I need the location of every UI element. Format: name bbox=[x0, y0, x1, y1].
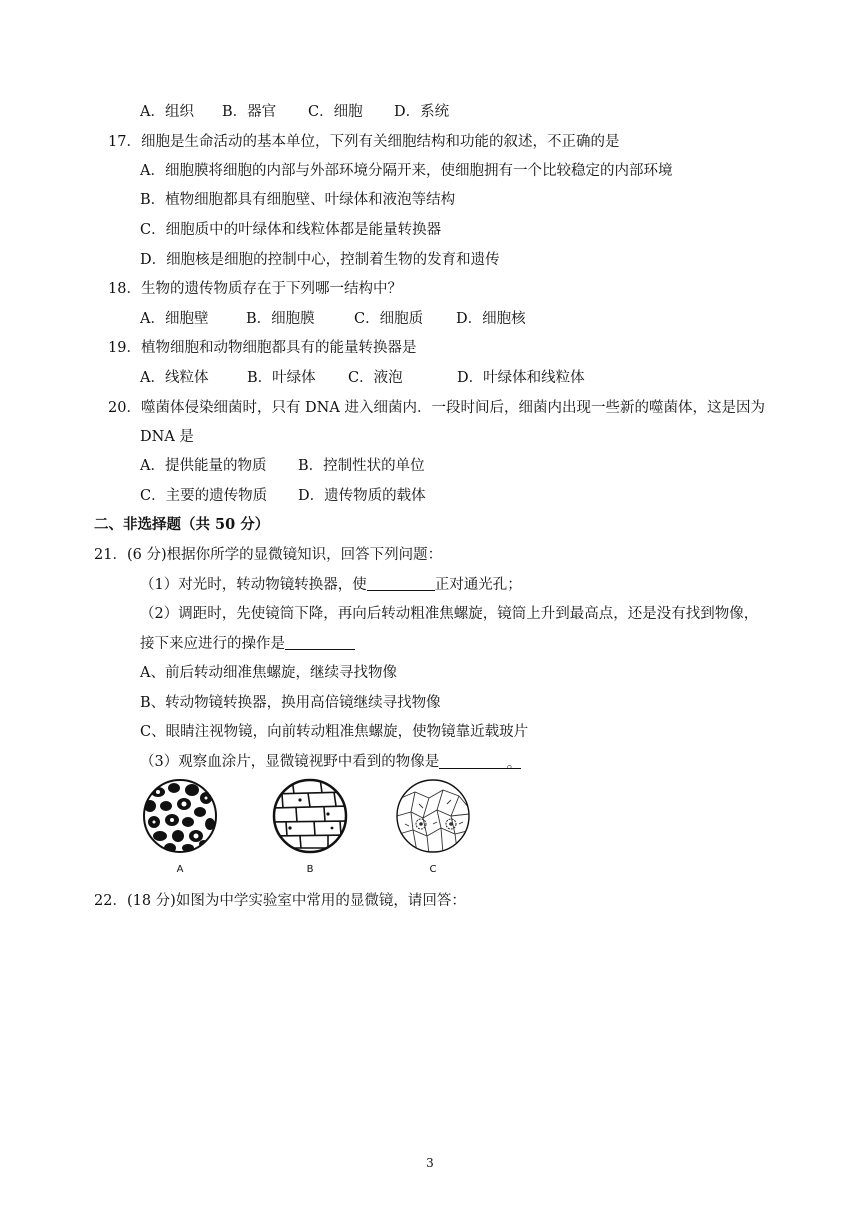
blood-cells-image bbox=[140, 778, 220, 858]
page-number: 3 bbox=[426, 1156, 434, 1170]
q17-option-a: A．细胞膜将细胞的内部与外部环境分隔开来，使细胞拥有一个比较稳定的内部环境 bbox=[140, 163, 673, 179]
q21-part1 bbox=[140, 575, 522, 595]
q16-option-d: D．系统 bbox=[394, 104, 450, 120]
section-heading: 二、非选择题（共 50 分） bbox=[94, 516, 270, 533]
q21-choice-b: B、转动物镜转换器，换用高倍镜继续寻找物像 bbox=[140, 695, 441, 711]
q18-option-b: B．细胞膜 bbox=[246, 311, 315, 327]
q20-options-row1 bbox=[140, 456, 425, 476]
q16-option-b: B．器官 bbox=[222, 104, 277, 120]
q20-stem-line2: DNA 是 bbox=[140, 429, 194, 445]
q21-part3-after: 。 bbox=[506, 756, 522, 772]
q21-part2-blank bbox=[285, 635, 355, 650]
q19-option-c: C．液泡 bbox=[348, 370, 403, 386]
q21-part1-before: （1）对光时，转动物镜转换器，使 bbox=[140, 577, 367, 593]
figure-a-label: A bbox=[176, 864, 184, 875]
q21-part3-blank bbox=[439, 754, 522, 772]
q19-stem: 19．植物细胞和动物细胞都具有的能量转换器是 bbox=[108, 340, 417, 356]
animal-cells-image bbox=[393, 778, 473, 858]
q18-option-d: D．细胞核 bbox=[456, 311, 526, 327]
microscope-view-figures bbox=[140, 778, 480, 880]
q16-option-c: C．细胞 bbox=[308, 104, 363, 120]
figure-a bbox=[140, 778, 220, 880]
q19-option-d: D．叶绿体和线粒体 bbox=[457, 370, 585, 386]
q17-option-c: C．细胞质中的叶绿体和线粒体都是能量转换器 bbox=[140, 222, 442, 238]
figure-b-label: B bbox=[306, 864, 314, 875]
q21-choice-a: A、前后转动细准焦螺旋，继续寻找物像 bbox=[140, 665, 397, 681]
q21-part3-before: （3）观察血涂片，显微镜视野中看到的物像是 bbox=[140, 754, 440, 770]
q21-stem: 21．(6 分)根据你所学的显微镜知识，回答下列问题： bbox=[94, 547, 443, 563]
figure-b bbox=[270, 778, 350, 880]
q18-option-c: C．细胞质 bbox=[354, 311, 424, 327]
figure-c bbox=[393, 778, 473, 880]
q21-choice-c: C、眼睛注视物镜，向前转动粗准焦螺旋，使物镜靠近载玻片 bbox=[140, 724, 529, 740]
q20-options-row2 bbox=[140, 486, 426, 506]
q20-option-d: D．遗传物质的载体 bbox=[298, 488, 426, 504]
q17-stem: 17．细胞是生命活动的基本单位，下列有关细胞结构和功能的叙述，不正确的是 bbox=[108, 134, 620, 150]
q19-option-b: B．叶绿体 bbox=[247, 370, 316, 386]
q17-option-d: D．细胞核是细胞的控制中心，控制着生物的发育和遗传 bbox=[140, 252, 500, 268]
q18-option-a: A．细胞壁 bbox=[140, 311, 209, 327]
q21-part1-after: 正对通光孔； bbox=[434, 577, 522, 593]
q19-options bbox=[140, 368, 585, 388]
q20-stem-line1: 20．噬菌体侵染细菌时，只有 DNA 进入细菌内．一段时间后，细菌内出现一些新的噬菌体，这是因为 bbox=[108, 400, 765, 416]
q21-part3 bbox=[140, 752, 521, 772]
q16-option-a: A．组织 bbox=[140, 104, 194, 120]
q21-part2-line1: （2）调距时，先使镜筒下降，再向后转动粗准焦螺旋，镜筒上升到最高点，还是没有找到物像， bbox=[140, 606, 759, 622]
q17-option-b: B．植物细胞都具有细胞壁、叶绿体和液泡等结构 bbox=[140, 192, 456, 208]
plant-cells-image bbox=[270, 778, 350, 858]
q20-option-a: A．提供能量的物质 bbox=[140, 458, 267, 474]
q22-stem: 22．(18 分)如图为中学实验室中常用的显微镜，请回答： bbox=[94, 893, 466, 909]
q20-option-b: B．控制性状的单位 bbox=[298, 458, 425, 474]
q21-part1-blank bbox=[367, 576, 435, 591]
q21-part2-prompt: 接下来应进行的操作是 bbox=[140, 636, 285, 652]
q18-stem: 18．生物的遗传物质存在于下列哪一结构中？ bbox=[108, 281, 402, 297]
q20-option-c: C．主要的遗传物质 bbox=[140, 488, 268, 504]
q21-part2-line2 bbox=[140, 634, 355, 654]
q16-options bbox=[140, 102, 449, 122]
q19-option-a: A．线粒体 bbox=[140, 370, 209, 386]
figure-c-label: C bbox=[429, 864, 437, 875]
q18-options bbox=[140, 309, 526, 329]
